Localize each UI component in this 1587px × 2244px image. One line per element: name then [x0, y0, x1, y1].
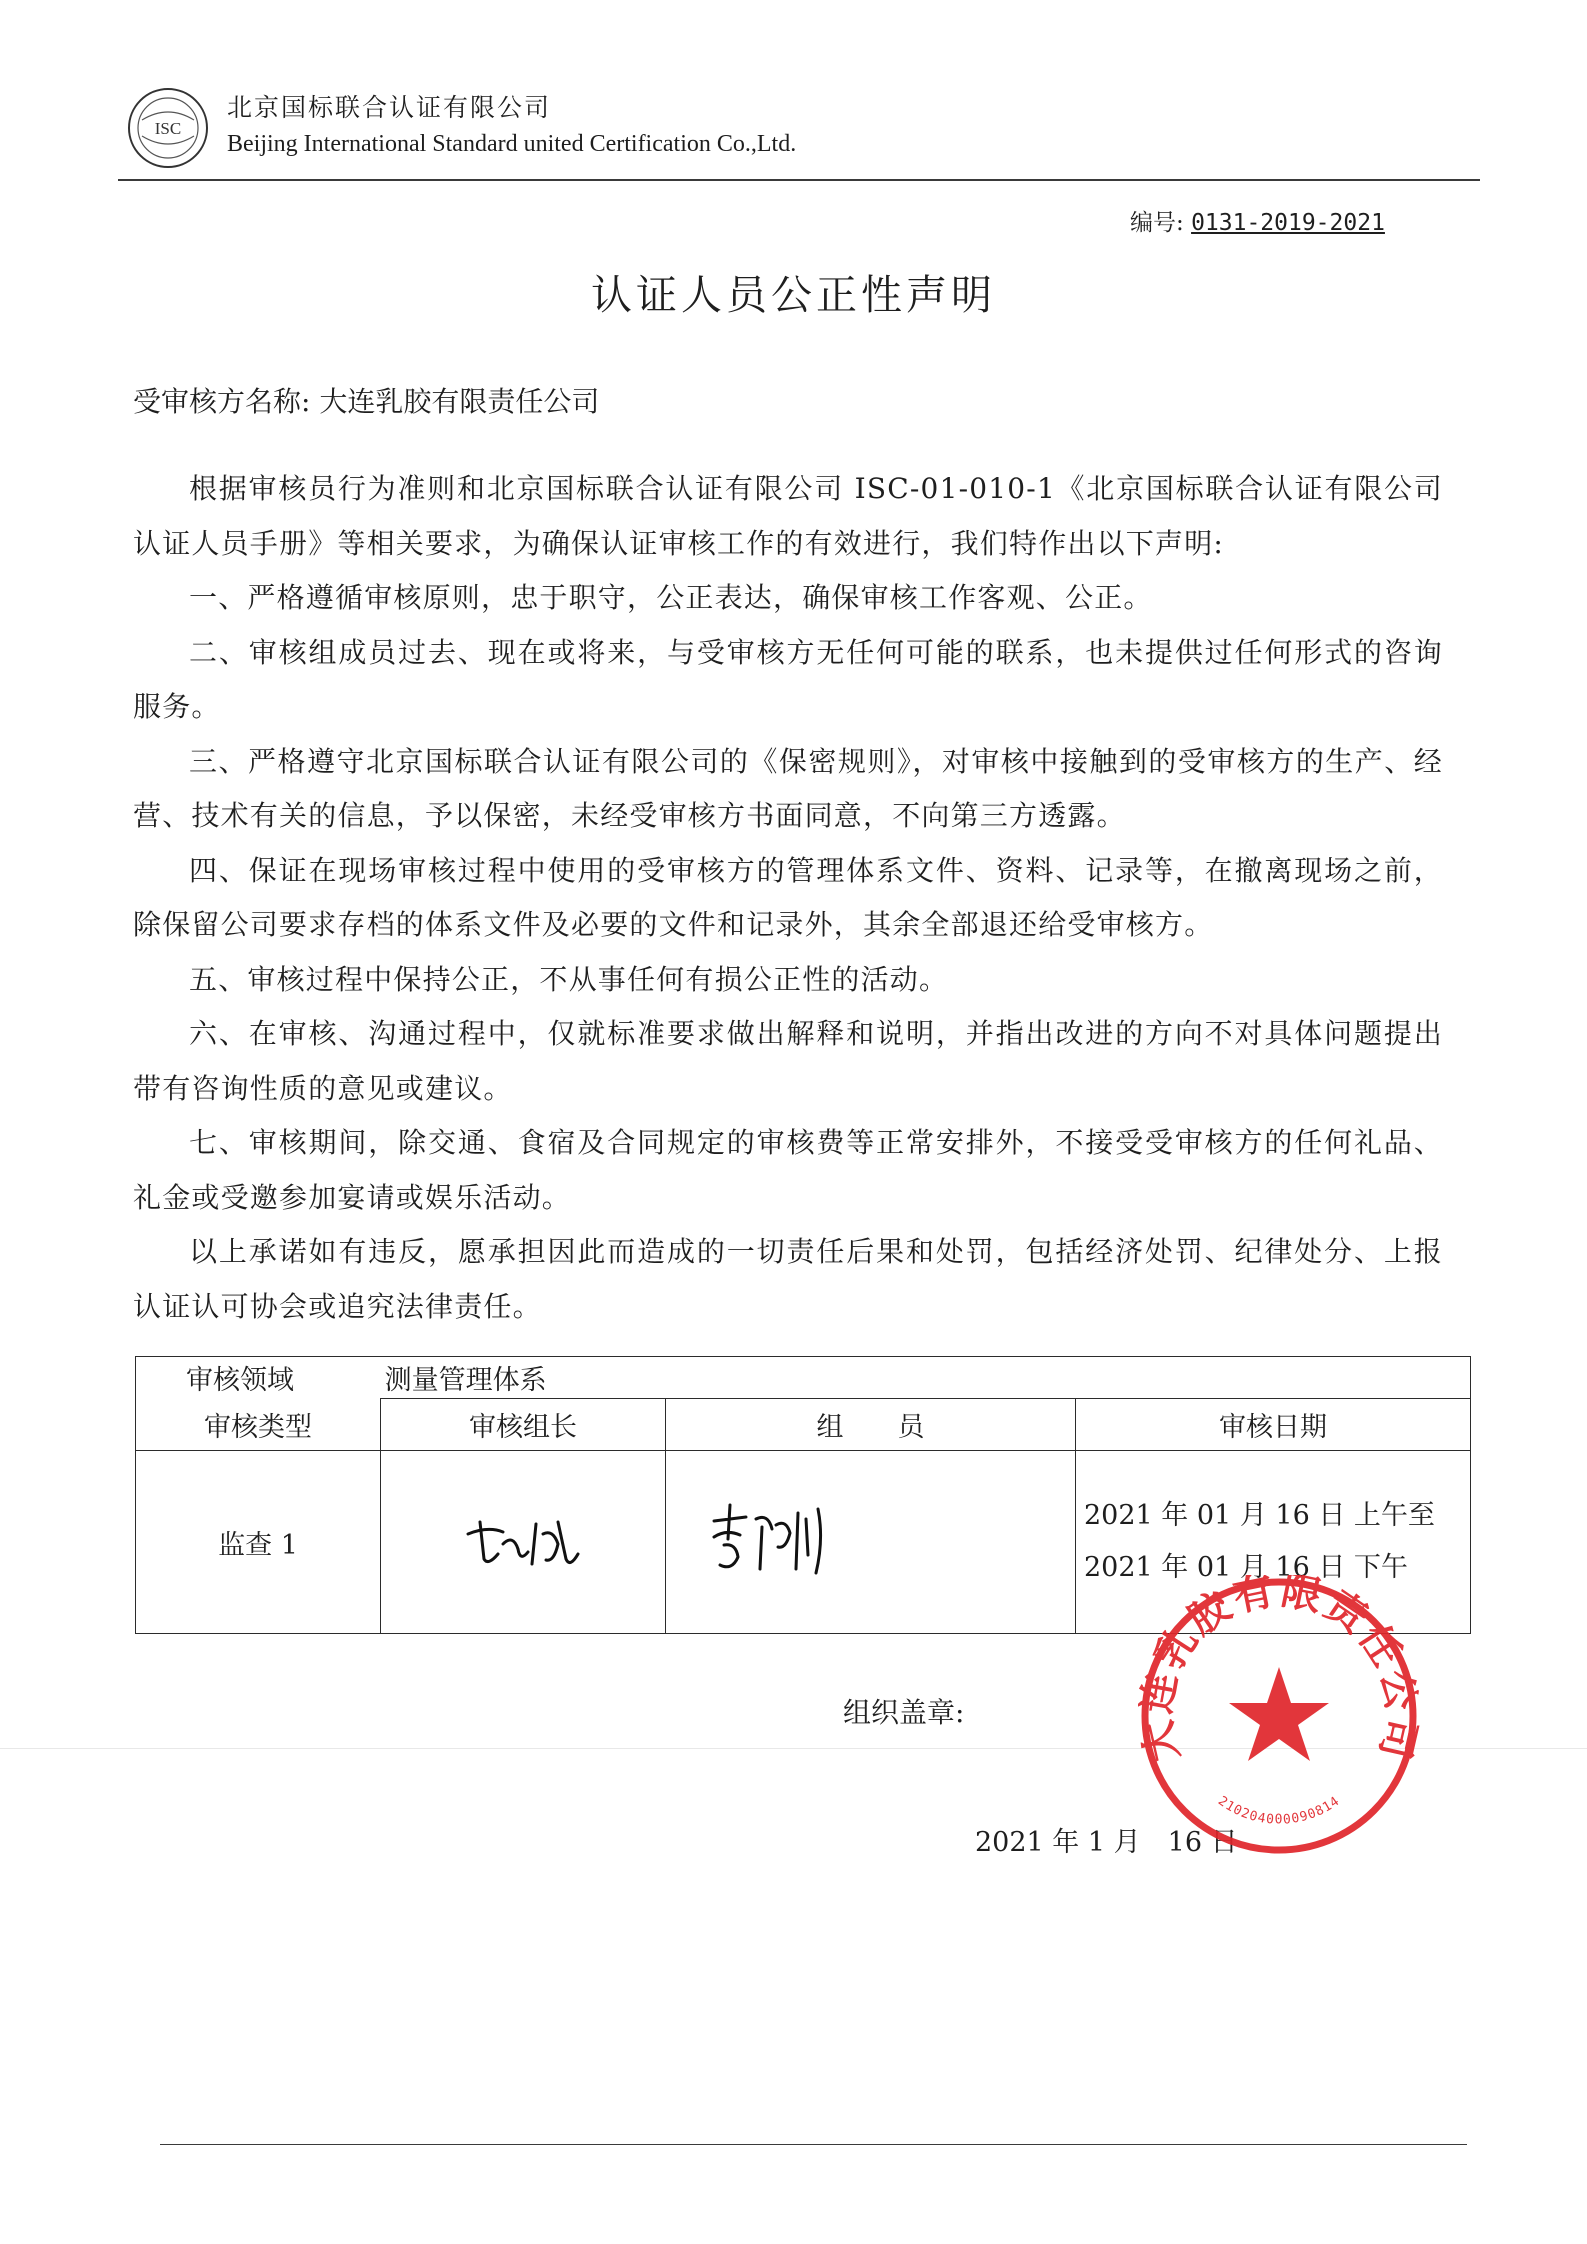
paragraph-item-6: 六、在审核、沟通过程中，仅就标准要求做出解释和说明，并指出改进的方向不对具体问题提出带有咨询性质的意见或建议。	[133, 1017, 1443, 1105]
footer-divider	[160, 2144, 1467, 2145]
paragraph-item-7: 七、审核期间，除交通、食宿及合同规定的审核费等正常安排外，不接受受审核方的任何礼品、礼金或受邀参加宴请或娱乐活动。	[133, 1126, 1443, 1214]
paragraph-item-3: 三、严格遵守北京国标联合认证有限公司的《保密规则》，对审核中接触到的受审核方的生产、经营、技术有关的信息，予以保密，未经受审核方书面同意，不向第三方透露。	[133, 744, 1443, 832]
auditee-line	[133, 380, 599, 420]
audit-date-start: 2021 年 01 月 16 日 上午至	[1084, 1500, 1435, 1531]
svg-text:大连乳胶有限责任公司: 大连乳胶有限责任公司	[1138, 1575, 1420, 1766]
company-stamp	[1138, 1575, 1420, 1857]
paragraph-item-4: 四、保证在现场审核过程中使用的受审核方的管理体系文件、资料、记录等，在撤离现场之前，除保留公司要求存档的体系文件及必要的文件和记录外，其余全部退还给受审核方。	[133, 853, 1443, 941]
audit-type-value: 监查 1	[136, 1451, 381, 1634]
header-team-member: 组 员	[666, 1399, 1076, 1451]
audit-domain-label: 审核领域	[186, 1365, 294, 1396]
paragraph-conclusion: 以上承诺如有违反，愿承担因此而造成的一切责任后果和处罚，包括经济处罚、纪律处分、上报认证认可协会或追究法律责任。	[133, 1235, 1443, 1323]
document-number	[1130, 204, 1385, 237]
signing-date: 2021 年 1 月 16 日	[975, 1827, 1238, 1858]
member-signature	[666, 1451, 1076, 1634]
svg-text:ISC: ISC	[154, 119, 182, 138]
header-audit-date: 审核日期	[1076, 1399, 1471, 1451]
document-number-value: 0131-2019-2021	[1191, 210, 1385, 236]
declaration-body	[133, 462, 1443, 1334]
paragraph-intro: 根据审核员行为准则和北京国标联合认证有限公司 ISC-01-010-1《北京国标联合认证有限公司认证人员手册》等相关要求，为确保认证审核工作的有效进行，我们特作出以下声明:	[133, 472, 1443, 560]
header-audit-type: 审核类型	[136, 1399, 381, 1451]
leader-signature-image	[458, 1504, 588, 1574]
organization-seal-label: 组织盖章:	[843, 1696, 965, 1729]
header-company-en: Beijing International Standard united Certification Co.,Ltd.	[227, 131, 797, 157]
paragraph-item-5: 五、审核过程中保持公正，不从事任何有损公正性的活动。	[189, 962, 949, 996]
audit-domain-value: 测量管理体系	[384, 1365, 547, 1396]
audit-domain-row	[136, 1357, 1471, 1399]
document-number-label: 编号:	[1130, 210, 1184, 236]
page-title: 认证人员公正性声明	[591, 271, 996, 319]
paragraph-item-2: 二、审核组成员过去、现在或将来，与受审核方无任何可能的联系，也未提供过任何形式的咨询服务。	[133, 635, 1443, 723]
auditee-label: 受审核方名称:	[133, 385, 311, 418]
header-divider	[118, 179, 1480, 181]
member-signature-image	[706, 1499, 846, 1579]
audit-date-end: 2021 年 01 月 16 日 下午	[1084, 1552, 1408, 1583]
leader-signature	[381, 1451, 666, 1634]
header-team-leader: 审核组长	[381, 1399, 666, 1451]
isc-logo	[126, 86, 210, 170]
svg-text:2102040000908​14: 2102040000908​14	[1215, 1793, 1343, 1828]
paragraph-item-1: 一、严格遵循审核原则，忠于职守，公正表达，确保审核工作客观、公正。	[189, 581, 1153, 614]
auditee-name: 大连乳胶有限责任公司	[319, 385, 600, 418]
header-company-cn: 北京国标联合认证有限公司	[227, 93, 552, 122]
